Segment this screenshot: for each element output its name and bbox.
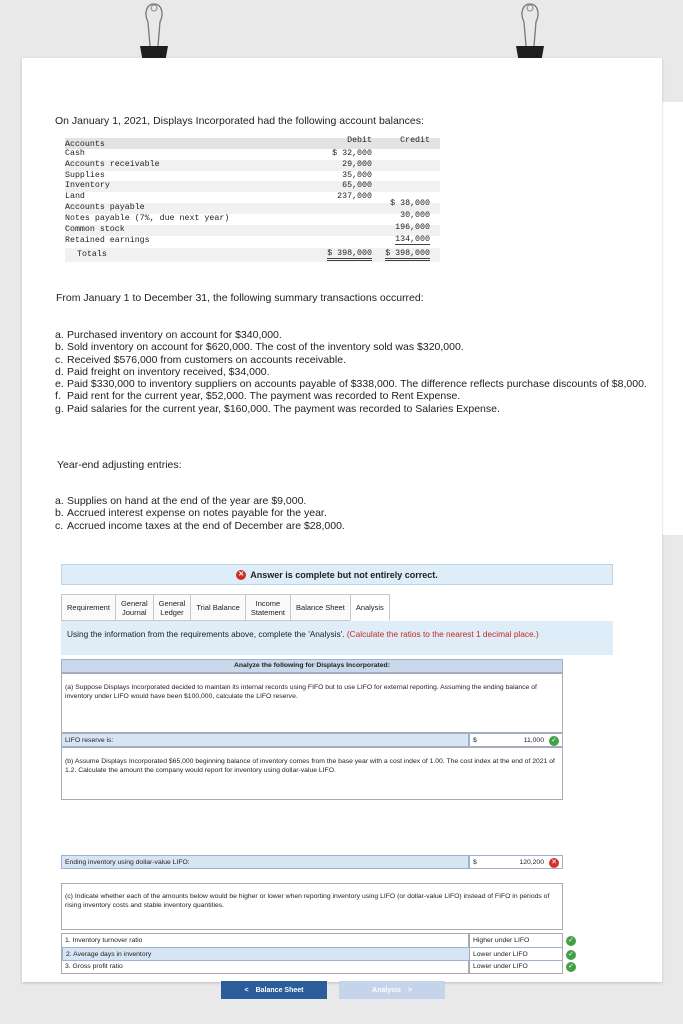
dollar-value-lifo-label: Ending inventory using dollar-value LIFO: [61,855,469,869]
header-accounts: Accounts [65,140,105,149]
page-edge [662,102,683,535]
tab-requirement[interactable]: Requirement [61,594,115,621]
tab-trial-balance[interactable]: Trial Balance [190,594,245,621]
inventory-turnover-select[interactable]: Higher under LIFO ✓ [470,934,562,948]
check-icon: ✓ [566,950,576,960]
transactions-list [55,329,655,415]
instruction-text: Using the information from the requirements above, complete the 'Analysis'. [67,629,345,639]
list-item: g. Paid salaries for the current year, $160,000. The payment was recorded to Salaries Expense. [55,402,500,415]
list-item: a. Purchased inventory on account for $340,000. [55,329,282,341]
table-header [65,138,440,149]
header-credit: Credit [400,136,430,145]
table-row: Accounts payable $ 38,000 [65,203,440,214]
transactions-intro: From January 1 to December 31, the following summary transactions occurred: [56,292,424,304]
chevron-right-icon: > [407,986,412,994]
list-item: c. Accrued income taxes at the end of December are $28,000. [55,519,345,532]
table-row: Retained earnings 134,000 [65,235,430,245]
table-row: Land 237,000 [65,192,372,201]
table-row: Accounts receivable 29,000 [65,160,440,171]
currency-symbol: $ [473,737,477,744]
check-icon: ✓ [549,736,559,746]
instruction-note: (Calculate the ratios to the nearest 1 decimal place.) [346,629,539,639]
inventory-turnover-label: 1. Inventory turnover ratio [65,937,143,944]
table-row: Common stock 196,000 [65,225,440,236]
list-item: c. Received $576,000 from customers on accounts receivable. [55,353,346,366]
table-row: Cash $ 32,000 [65,149,372,158]
chevron-left-icon: < [244,986,249,994]
lifo-reserve-label: LIFO reserve is: [61,733,469,747]
part-c-labels [61,933,469,974]
result-banner-text: Answer is complete but not entirely correct. [250,569,438,580]
header-debit: Debit [347,136,372,145]
tab-general-ledger[interactable]: General Ledger [153,594,191,621]
part-a-question: (a) Suppose Displays Incorporated decided to maintain its internal records using FIFO but to use LIFO for external reporting. Assuming the ending balance of inventory under LIFO would have been $100,000, calculate the LIFO reserve. [61,673,563,733]
table-row: Supplies 35,000 [65,171,372,180]
adjusting-list [55,495,615,532]
requirement-tabs [61,594,390,621]
incorrect-icon: ✕ [549,858,559,868]
list-item: e. Paid $330,000 to inventory suppliers on accounts payable of $338,000. The difference reflects purchase discounts of $8,000. [55,378,647,391]
lifo-reserve-input[interactable] [469,733,563,747]
list-item: b. Accrued interest expense on notes payable for the year. [55,507,327,520]
prev-button[interactable]: < Balance Sheet [221,981,327,999]
dollar-value-lifo-value: 120,200 [519,859,544,866]
tab-income-statement[interactable]: Income Statement [245,594,290,621]
gross-profit-select[interactable]: Lower under LIFO ✓ [470,960,562,974]
list-item: b. Sold inventory on account for $620,000. The cost of the inventory sold was $320,000. [55,341,464,354]
incorrect-icon: ✕ [236,570,246,580]
days-in-inventory-label: 2. Average days in inventory [62,947,470,961]
adjusting-intro: Year-end adjusting entries: [57,459,182,471]
tab-general-journal[interactable]: General Journal [115,594,153,621]
table-row: Inventory 65,000 [65,181,440,192]
list-item: d. Paid freight on inventory received, $34,000. [55,365,270,378]
check-icon: ✓ [566,962,576,972]
result-banner [61,564,613,585]
tab-analysis[interactable]: Analysis [350,594,390,621]
gross-profit-label: 3. Gross profit ratio [65,963,123,970]
analysis-title: Analyze the following for Displays Incorporated: [61,659,563,673]
list-item: a. Supplies on hand at the end of the year are $9,000. [55,495,307,507]
tab-balance-sheet[interactable]: Balance Sheet [290,594,350,621]
check-icon: ✓ [566,936,576,946]
part-c-question: (c) Indicate whether each of the amounts below would be higher or lower when reporting inventory using LIFO (or dollar-value LIFO) instead of FIFO in periods of rising inventory costs and stable inventory quantities. [61,883,563,930]
instruction-box [61,621,613,655]
part-c-answers [469,933,574,974]
next-button[interactable]: Analysis > [339,981,445,999]
table-row: Notes payable (7%, due next year) 30,000 [65,211,430,223]
totals-row: Totals $ 398,000 $ 398,000 [65,248,440,262]
part-b-question: (b) Assume Displays Incorporated $65,000 beginning balance of inventory comes from the base year with a cost index of 1.00. The cost index at the end of 2021 of 1.2. Calculate the amount the company would report for inventory using dollar-value LIFO. [61,747,563,800]
problem-sheet [22,58,662,994]
currency-symbol: $ [473,859,477,866]
lifo-reserve-value: 11,000 [523,737,544,744]
dollar-value-lifo-input[interactable] [469,855,563,869]
days-in-inventory-select[interactable]: Lower under LIFO ✓ [470,947,562,961]
intro-text: On January 1, 2021, Displays Incorporated had the following account balances: [55,115,424,127]
list-item: f. Paid rent for the current year, $52,000. The payment was recorded to Rent Expense. [55,390,461,403]
